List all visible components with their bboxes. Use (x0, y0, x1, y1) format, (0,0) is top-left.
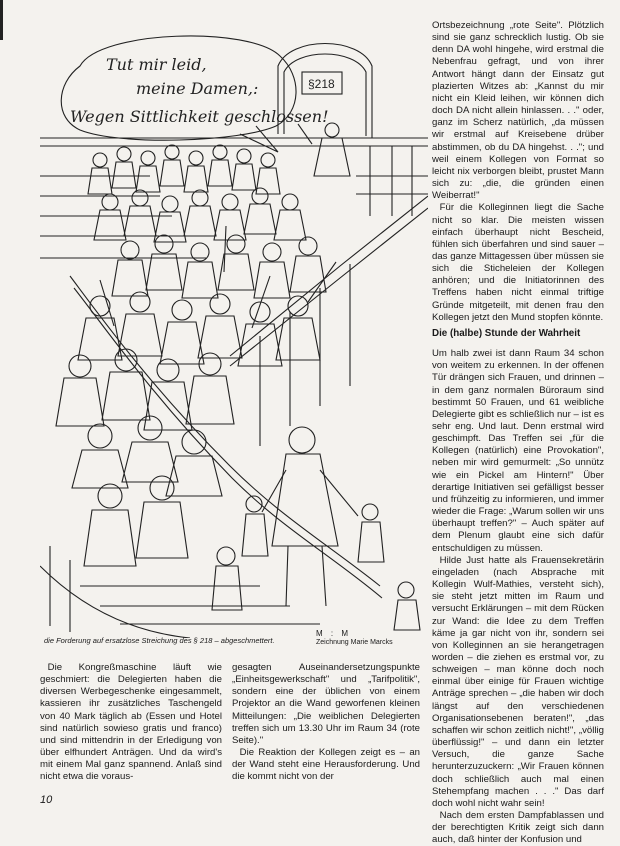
artist-credit: Zeichnung Marie Marcks (316, 638, 393, 646)
bottom-middle-paragraph: Die Reaktion der Kollegen zeigt es – an der Wand steht eine Herausforderung. Und die kommt nicht von der (232, 747, 420, 783)
right-paragraph: Um halb zwei ist dann Raum 34 schon von weitem zu erkennen. In der offenen Tür drängen sich Frauen, und drinnen – in dem ganz normalen Büroraum sind bestimmt 50 Frauen, und 61 weibliche Delegierte gibt es schließlich nur – ist es sehr eng. Und laut. Denn erstmal wird geschimpft. Das Treffen sei „für die Kollegen (natürlich) eine Provokation", neben mir wird gemurmelt: „So unnütz wie ein Pickel am Hintern!" Über derartige Initiativen sei gefälligst besser und frühzeitig zu informieren, und immer wieder die Frage: „Warum sollen wir uns überhaupt treffen?" – Auch später auf dem Plenum glaubt eine sich dafür entschuldigen zu müssen. (432, 348, 604, 554)
right-paragraph: Ortsbezeichnung „rote Seite". Plötzlich sind sie ganz schrecklich lustig. Ob sie denn DA wohl hingehe, wird erstmal die Nebenfrau gefragt, und von ihrer Antwort hängt dann der Einsatz gut plazierten Witzes ab: „Kannst du mir nicht ein Kleid leihen, wir können dich doch DA nicht allein hinlassen. . ." oder, ganz im Scherz natürlich, „da müssen wir erstmal auf Kreisebene drüber abstimmen, ob du DA hingehst. . ."; und weil einem Kollegen von Format so leicht nix verborgen bleibt, prustet Mann sich zu: „die, die gründen einen Weiberrat!" (432, 20, 604, 202)
speech-line-3: Wegen Sittlichkeit geschlossen! (70, 107, 329, 126)
cartoon-illustration (40, 26, 428, 638)
illustration-caption: die Forderung auf ersatzlose Streichung des § 218 – abgeschmettert. (44, 636, 275, 645)
door-number: §218 (308, 77, 335, 91)
page-number: 10 (40, 794, 53, 806)
scan-edge-mark (0, 0, 3, 40)
upper-railing (40, 138, 428, 146)
right-paragraph: Hilde Just hatte als Frauensekretärin eingeladen (nach Absprache mit Kollegin Wulf-Mathies, versteht sich), sie steht jetzt mitten im Raum und versucht Erklärungen – mit dem Rücken zur Wand: die Idee zu dem Treffen käme ja gar nicht von ihr, sondern sei von Kolleginnen an sie herangetragen worden – die ziehen es erstmal vor, zu schweigen – man könne doch noch einmal über einige für Frauen wichtige Anträge sprechen – „die haben wir doch längst auf den verschiedenen Organisationsebenen beraten!", „das schaffen wir schon zeitlich nicht!", „völlig überflüssig!" – und dann ein letzter Versuch, die ganze Sache herunterzuzuckern: „Wir Frauen können doch schließlich auch mal einen Stehempfang machen . . ." Das darf doch wohl nicht wahr sein! (432, 554, 604, 809)
crowd-figures (56, 145, 336, 566)
banister-right (230, 196, 428, 356)
bottom-middle-column (232, 662, 420, 784)
artist-initials: M : M (316, 629, 351, 638)
bottom-left-paragraph: Die Kongreßmaschine läuft wie geschmiert: die Delegierten haben die diversen Werbegeschenke eingesammelt, kassieren ihr zusätzliches Taschengeld von 40 Mark täglich ab (Essen und Hotel sind natürlich sowieso gratis und franco) und sind mittendrin in der Erledigung von über elfhundert Anträgen. Und da wird's mit einem Mal ganz spannend. Anlaß sind nicht etwa die voraus- (40, 662, 222, 783)
speech-line-1: Tut mir leid, (106, 55, 207, 74)
banister-left (70, 276, 380, 586)
right-paragraph: Für die Kolleginnen liegt die Sache nicht so klar. Die meisten wissen einfach überhaupt nicht Bescheid, fühlen sich überfahren und sind sauer – das ganze Mittagessen über müssen sie sich die Sticheleien der Kollegen anhören; und die Initiatorinnen des Treffens haben nicht einmal triftige Gründe mitgeteilt, mit denen frau den Kollegen jetzt den Mund stopfen könnte. (432, 202, 604, 323)
bottom-middle-paragraph: gesagten Auseinandersetzungspunkte „Einheitsgewerkschaft" und „Tarifpolitik", sondern eine der üblichen von einem Projektor an die Wand geworfenen kleinen Mitteilungen: „Die weiblichen Delegierten treffen sich um 13.30 Uhr im Raum 34 (rote Seite)." (232, 662, 420, 746)
artist-signature (316, 630, 436, 646)
section-heading: Die (halbe) Stunde der Wahrheit (432, 327, 581, 339)
right-paragraph: Nach dem ersten Dampfablassen und der berechtigten Kritik zeigt sich dann auch, daß hinter der Konfusion und (432, 810, 604, 846)
right-text-column (432, 20, 604, 846)
balustrade-curve (40, 566, 190, 638)
mother-with-children (212, 427, 420, 630)
bottom-left-column (40, 662, 222, 784)
speech-line-2: meine Damen,: (136, 79, 259, 98)
